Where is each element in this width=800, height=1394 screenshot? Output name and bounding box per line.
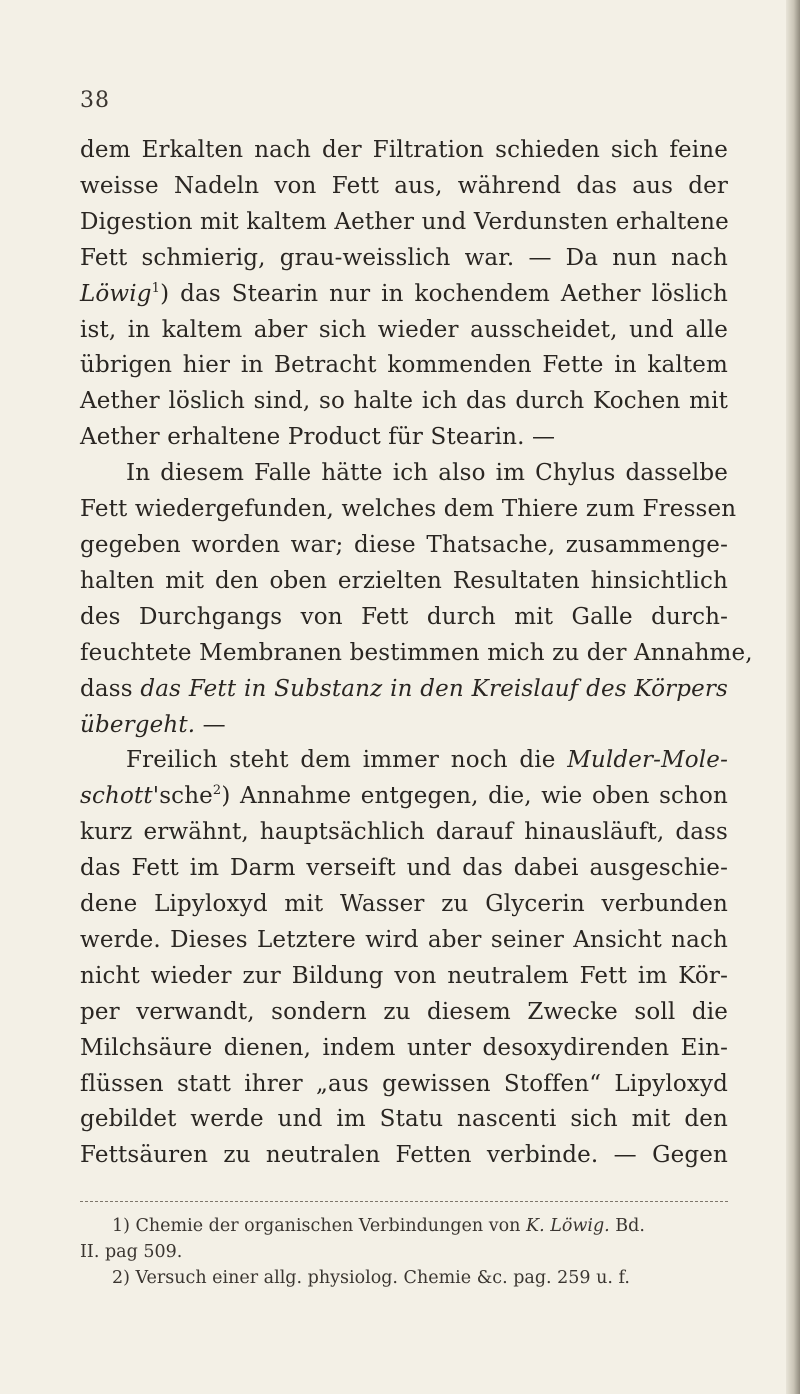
text-run: das Fett im Darm verseift und das dabei ausgeschie- xyxy=(80,855,728,882)
footnotes xyxy=(80,1213,728,1291)
text-run: — xyxy=(195,711,226,738)
body_lines-line xyxy=(80,169,728,205)
text-run: weisse Nadeln von Fett aus, während das aus der xyxy=(80,172,728,199)
text-run: Fett wiedergefunden, welches dem Thiere zum Fressen xyxy=(80,496,737,523)
text-run: flüssen statt ihrer „aus gewissen Stoffen“ Lipyloxyd xyxy=(80,1070,728,1097)
body_lines-line xyxy=(80,887,728,923)
text-run: ) das Stearin nur in kochendem Aether löslich xyxy=(160,280,728,307)
body_lines-line xyxy=(80,384,728,420)
footnote_lines-line xyxy=(80,1213,728,1239)
text-run: Fett schmierig, grau-weisslich war. — Da nun nach xyxy=(80,244,728,271)
body_lines-line xyxy=(80,995,728,1031)
italic-text: schott xyxy=(80,783,153,810)
italic-text: K. Löwig. xyxy=(526,1216,610,1236)
body_lines-line xyxy=(80,636,753,672)
text-run: ) Annahme entgegen, die, wie oben schon xyxy=(221,783,728,810)
text-run: halten mit den oben erzielten Resultaten hinsichtlich xyxy=(80,567,728,594)
text-run: dass xyxy=(80,675,141,702)
footnote-reference: 1 xyxy=(151,280,161,296)
body_lines-line xyxy=(80,456,728,492)
text-run: Freilich steht dem immer noch die xyxy=(126,747,568,774)
body_lines-line xyxy=(80,815,728,851)
text-run: Fettsäuren zu neutralen Fetten verbinde. — Gegen xyxy=(80,1142,728,1169)
text-run: dem Erkalten nach der Filtration schieden sich feine xyxy=(80,137,728,163)
text-run: dene Lipyloxyd mit Wasser zu Glycerin verbunden xyxy=(80,891,728,918)
body-text xyxy=(80,133,753,1174)
text-run: gegeben worden war; diese Thatsache, zusammenge- xyxy=(80,531,728,558)
text-run: Aether löslich sind, so halte ich das durch Kochen mit xyxy=(80,388,728,415)
text-run: 2) Versuch einer allg. physiolog. Chemie &c. pag. 259 u. f. xyxy=(112,1268,630,1288)
body_lines-line xyxy=(80,420,728,456)
body_lines-line xyxy=(80,959,728,995)
body_lines-line xyxy=(80,133,728,169)
text-run: gebildet werde und im Statu nascenti sich mit den xyxy=(80,1106,728,1133)
body_lines-line xyxy=(80,779,728,815)
body_lines-line xyxy=(80,743,728,779)
italic-text: übergeht. xyxy=(80,711,196,738)
text-run: übrigen hier in Betracht kommenden Fette in kaltem xyxy=(80,352,728,379)
footnote_lines-line xyxy=(80,1265,728,1291)
text-run: Milchsäure dienen, indem unter desoxydirenden Ein- xyxy=(80,1034,728,1061)
body_lines-line xyxy=(80,277,728,313)
text-run: In diesem Falle hätte ich also im Chylus dasselbe xyxy=(126,460,728,487)
body_lines-line xyxy=(80,492,737,528)
page-number: 38 xyxy=(80,88,110,113)
footnote-reference: 2 xyxy=(212,783,222,799)
body_lines-line xyxy=(80,600,728,636)
page-edge-shadow xyxy=(786,0,800,1394)
text-run: II. pag 509. xyxy=(80,1242,183,1262)
italic-text: Löwig xyxy=(80,280,152,307)
text-run: 'sche xyxy=(152,783,213,810)
body_lines-line xyxy=(80,708,728,744)
text-run: des Durchgangs von Fett durch mit Galle durch- xyxy=(80,603,728,630)
body_lines-line xyxy=(80,241,728,277)
italic-text: Mulder-Mole- xyxy=(567,747,728,774)
body_lines-line xyxy=(80,564,728,600)
footnote-rule xyxy=(80,1201,728,1202)
body_lines-line xyxy=(80,348,728,384)
body_lines-line xyxy=(80,1138,728,1174)
body_lines-line xyxy=(80,923,728,959)
text-run: feuchtete Membranen bestimmen mich zu der Annahme, xyxy=(80,639,753,666)
text-run: kurz erwähnt, hauptsächlich darauf hinausläuft, dass xyxy=(80,819,728,846)
body_lines-line xyxy=(80,672,728,708)
body_lines-line xyxy=(80,1102,728,1138)
text-run: ist, in kaltem aber sich wieder ausscheidet, und alle xyxy=(80,316,728,343)
body_lines-line xyxy=(80,528,728,564)
text-run: nicht wieder zur Bildung von neutralem Fett im Kör- xyxy=(80,962,728,989)
footnote_lines-line xyxy=(80,1239,728,1265)
text-run: per verwandt, sondern zu diesem Zwecke soll die xyxy=(80,998,728,1025)
body_lines-line xyxy=(80,205,728,241)
body_lines-line xyxy=(80,1031,728,1067)
body_lines-line xyxy=(80,851,728,887)
text-run: werde. Dieses Letztere wird aber seiner Ansicht nach xyxy=(80,926,728,953)
text-run: Digestion mit kaltem Aether und Verdunsten erhaltene xyxy=(80,208,729,235)
text-run: 1) Chemie der organischen Verbindungen von xyxy=(112,1216,527,1236)
text-run: Bd. xyxy=(609,1216,645,1236)
body_lines-line xyxy=(80,313,728,349)
body_lines-line xyxy=(80,1067,728,1103)
text-run: Aether erhaltene Product für Stearin. — xyxy=(80,424,556,451)
italic-text: das Fett in Substanz in den Kreislauf des Körpers xyxy=(140,675,728,702)
